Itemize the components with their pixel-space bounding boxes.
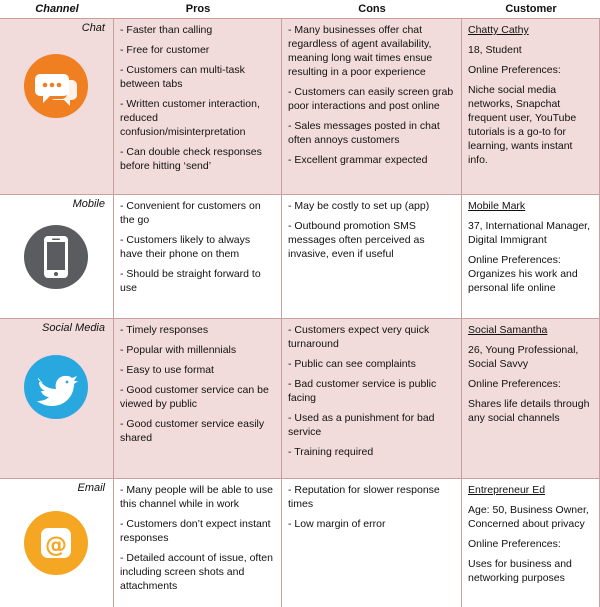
list-item: - Popular with millennials — [120, 343, 275, 357]
customer-cell — [462, 195, 600, 319]
list-item: - Free for customer — [120, 43, 275, 57]
channel-cell — [0, 479, 114, 607]
list-item: - Customers can easily screen grab poor interactions and post online — [288, 85, 455, 113]
header-channel: Channel — [35, 3, 79, 15]
channel-cell — [0, 319, 114, 479]
persona-demographics: 37, International Manager, Digital Immigrant — [468, 220, 591, 246]
header-cons: Cons — [358, 3, 386, 15]
list-item: - Written customer interaction, reduced confusion/misinterpretation — [120, 97, 275, 139]
header-pros: Pros — [185, 3, 211, 15]
row-social-media — [0, 318, 600, 479]
row-mobile — [0, 194, 600, 319]
pros-cell — [114, 19, 282, 195]
channel-label: Email — [77, 482, 105, 494]
list-item: - Can double check responses before hitting ‘send’ — [120, 145, 275, 173]
pros-cell — [114, 195, 282, 319]
list-item: - Easy to use format — [120, 363, 275, 377]
channel-cell — [0, 195, 114, 319]
list-item: - Excellent grammar expected — [288, 153, 455, 167]
persona-demographics: Age: 50, Business Owner, Concerned about privacy — [468, 504, 589, 530]
persona-name: Chatty Cathy — [468, 24, 529, 36]
list-item: - Public can see complaints — [288, 357, 455, 371]
list-item: - Faster than calling — [120, 23, 275, 37]
list-item: - Sales messages posted in chat often annoys customers — [288, 119, 455, 147]
list-item: - Outbound promotion SMS messages often perceived as invasive, even if useful — [288, 219, 455, 261]
list-item: - Should be straight forward to use — [120, 267, 275, 295]
persona-preferences: Uses for business and networking purposes — [468, 558, 572, 584]
at-sign-icon — [24, 511, 88, 575]
cons-cell — [282, 195, 462, 319]
list-item: - Good customer service easily shared — [120, 417, 275, 445]
list-item: - Timely responses — [120, 323, 275, 337]
pros-cell — [114, 479, 282, 607]
list-item: - Low margin of error — [288, 517, 455, 531]
row-email — [0, 478, 600, 607]
list-item: - May be costly to set up (app) — [288, 199, 455, 213]
channel-cell — [0, 19, 114, 195]
persona-name: Entrepreneur Ed — [468, 484, 546, 496]
customer-cell — [462, 479, 600, 607]
list-item: - Good customer service can be viewed by public — [120, 383, 275, 411]
row-chat — [0, 18, 600, 195]
pros-cell — [114, 319, 282, 479]
list-item: - Detailed account of issue, often including screen shots and attachments — [120, 551, 275, 593]
customer-cell — [462, 319, 600, 479]
persona-preferences-label: Online Preferences: — [468, 64, 561, 76]
cons-cell — [282, 19, 462, 195]
list-item: - Convenient for customers on the go — [120, 199, 275, 227]
channel-label: Social Media — [42, 322, 105, 334]
header-customer: Customer — [505, 3, 557, 15]
customer-cell — [462, 19, 600, 195]
smartphone-icon — [24, 225, 88, 289]
persona-name: Social Samantha — [468, 324, 548, 336]
svg-text:@: @ — [45, 533, 67, 558]
bird-icon — [24, 355, 88, 419]
persona-preferences: Online Preferences: Organizes his work and personal life online — [468, 254, 578, 294]
list-item: - Customers likely to always have their phone on them — [120, 233, 275, 261]
list-item: - Many people will be able to use this channel while in work — [120, 483, 275, 511]
list-item: - Customers can multi-task between tabs — [120, 63, 275, 91]
persona-demographics: 18, Student — [468, 44, 522, 56]
cons-cell — [282, 319, 462, 479]
chat-bubbles-icon — [24, 54, 88, 118]
channel-label: Chat — [81, 22, 105, 34]
persona-preferences: Niche social media networks, Snapchat frequent user, YouTube tutorials is a go-to for learning, wants instant info. — [468, 84, 577, 166]
list-item: - Used as a punishment for bad service — [288, 411, 455, 439]
persona-preferences-label: Online Preferences: — [468, 538, 561, 550]
list-item: - Customers don’t expect instant responses — [120, 517, 275, 545]
list-item: - Customers expect very quick turnaround — [288, 323, 455, 351]
list-item: - Many businesses offer chat regardless of agent availability, meaning long wait times ensue resulting in a poor experience — [288, 23, 455, 79]
persona-preferences-label: Online Preferences: — [468, 378, 561, 390]
persona-preferences: Shares life details through any social channels — [468, 398, 590, 424]
cons-cell — [282, 479, 462, 607]
list-item: - Training required — [288, 445, 455, 459]
list-item: - Reputation for slower response times — [288, 483, 455, 511]
persona-demographics: 26, Young Professional, Social Savvy — [468, 344, 579, 370]
persona-name: Mobile Mark — [468, 200, 526, 212]
list-item: - Bad customer service is public facing — [288, 377, 455, 405]
channel-label: Mobile — [72, 198, 105, 210]
